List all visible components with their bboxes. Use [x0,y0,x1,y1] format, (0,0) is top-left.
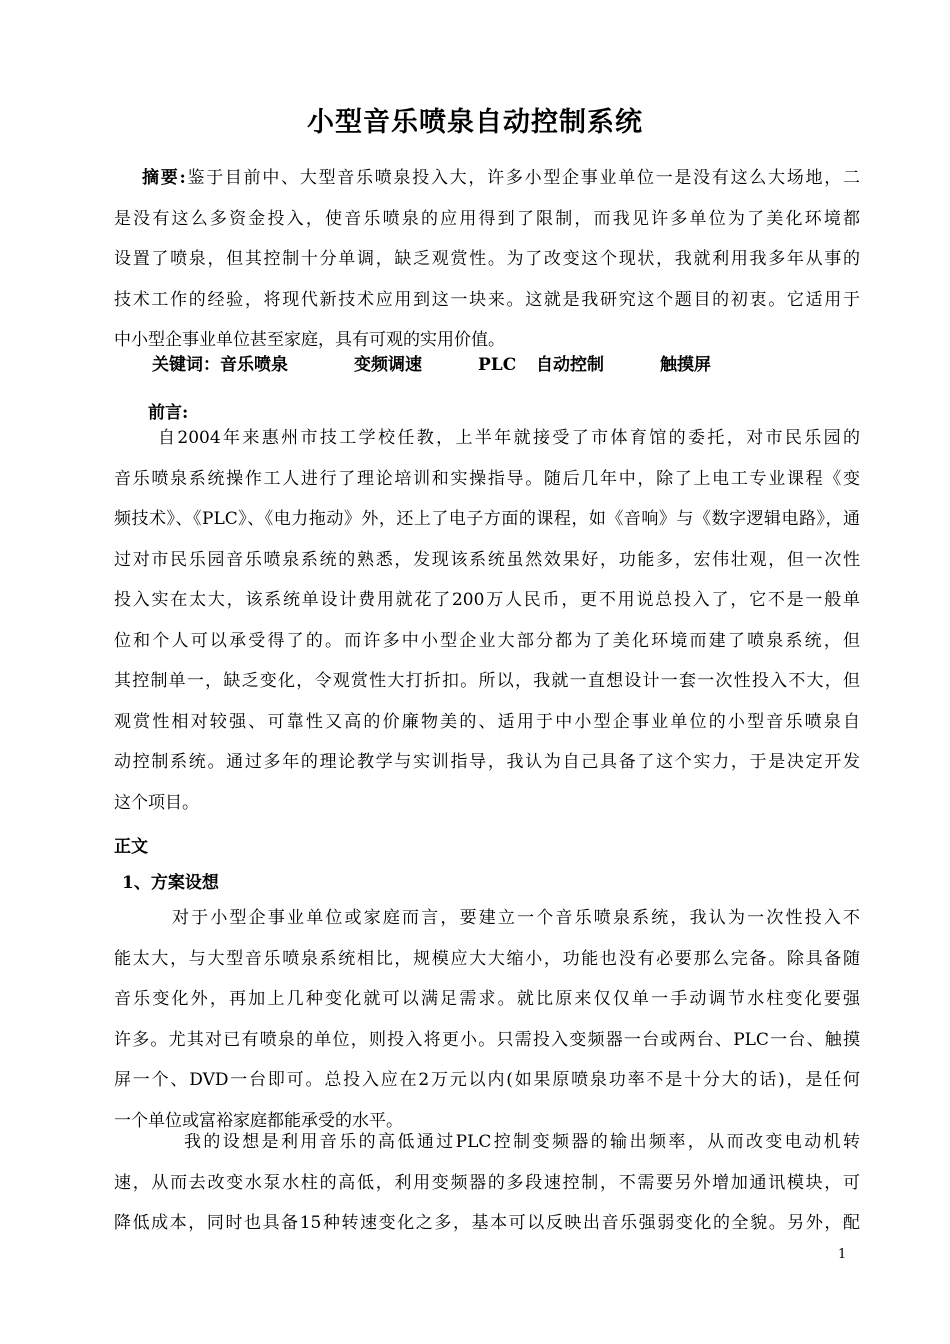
section1-line: 降低成本，同时也具备15种转速变化之多，基本可以反映出音乐强弱变化的全貌。另外，配 [114,1213,860,1233]
abstract-paragraph [114,158,860,361]
preface-heading: 前言: [148,403,189,423]
preface-line: 投入实在太大，该系统单设计费用就花了200万人民币，更不用说总投入了，它不是一般单 [114,590,860,610]
section-heading: 1、方案设想 [122,873,219,893]
section1-line: 对于小型企事业单位或家庭而言，要建立一个音乐喷泉系统，我认为一次性投入不 [172,908,860,928]
section1-line: 一个单位或富裕家庭都能承受的水平。 [114,1110,403,1131]
keyword: PLC [478,355,517,375]
document-title: 小型音乐喷泉自动控制系统 [307,107,643,138]
preface-line: 这个项目。 [114,792,199,813]
abstract-line: 技术工作的经验，将现代新技术应用到这一块来。这就是我研究这个题目的初衷。它适用于 [114,289,860,310]
keyword: 变频调速 [354,355,422,375]
section1-line: 我的设想是利用音乐的高低通过PLC控制变频器的输出频率，从而改变电动机转 [184,1132,860,1152]
preface-line: 其控制单一，缺乏变化，令观赏性大打折扣。所以，我就一直想设计一套一次性投入不大，但 [114,671,860,691]
abstract-line: 中小型企事业单位甚至家庭，具有可观的实用价值。 [114,330,505,350]
keyword: 自动控制 [536,355,604,375]
keyword: 音乐喷泉 [220,355,288,375]
section1-line: 能太大，与大型音乐喷泉系统相比，规模应大大缩小，功能也没有必要那么完备。除具备随 [114,948,860,969]
abstract-line: 是没有这么多资金投入，使音乐喷泉的应用得到了限制，而我见许多单位为了美化环境都 [114,208,860,229]
keywords-label: 关键词： [152,355,220,375]
abstract-label: 摘要: [142,168,186,188]
section1-line: 屏一个、DVD一台即可。总投入应在2万元以内(如果原喷泉功率不是十分大的话)，是任何 [114,1070,860,1090]
preface-line: 音乐喷泉系统操作工人进行了理论培训和实操指导。随后几年中，除了上电工专业课程《变 [114,468,860,489]
section1-line: 速，从而去改变水泵水柱的高低，利用变频器的多段速控制，不需要另外增加通讯模块，可 [114,1172,860,1193]
preface-line: 过对市民乐园音乐喷泉系统的熟悉，发现该系统虽然效果好，功能多，宏伟壮观，但一次性 [114,549,860,570]
keyword: 触摸屏 [660,355,711,375]
section1-paragraph-1 [114,898,860,1141]
preface-line: 动控制系统。通过多年的理论教学与实训指导，我认为自己具备了这个实力，于是决定开发 [114,752,860,772]
abstract-line: 设置了喷泉，但其控制十分单调，缺乏观赏性。为了改变这个现状，我就利用我多年从事的 [114,249,860,269]
abstract-line: 摘要:鉴于目前中、大型音乐喷泉投入大，许多小型企事业单位一是没有这么大场地，二 [142,168,860,188]
body-heading: 正文 [114,837,148,857]
section1-line: 音乐变化外，再加上几种变化就可以满足需求。就比原来仅仅单一手动调节水柱变化要强 [114,989,860,1009]
preface-line: 频技术》、《PLC》、《电力拖动》外，还上了电子方面的课程，如《音响》与《数字逻辑电路》，通 [114,509,860,529]
preface-line: 位和个人可以承受得了的。而许多中小型企业大部分都为了美化环境而建了喷泉系统，但 [114,630,860,651]
section1-paragraph-2 [114,1122,860,1244]
preface-line: 自2004年来惠州市技工学校任教，上半年就接受了市体育馆的委托，对市民乐园的 [158,428,860,448]
keywords-row [152,348,711,382]
page-number: 1 [838,1247,847,1262]
section1-line: 许多。尤其对已有喷泉的单位，则投入将更小。只需投入变频器一台或两台、PLC一台、触摸 [114,1029,860,1050]
preface-paragraph [114,418,860,823]
preface-line: 观赏性相对较强、可靠性又高的价廉物美的、适用于中小型企事业单位的小型音乐喷泉自 [114,711,860,732]
